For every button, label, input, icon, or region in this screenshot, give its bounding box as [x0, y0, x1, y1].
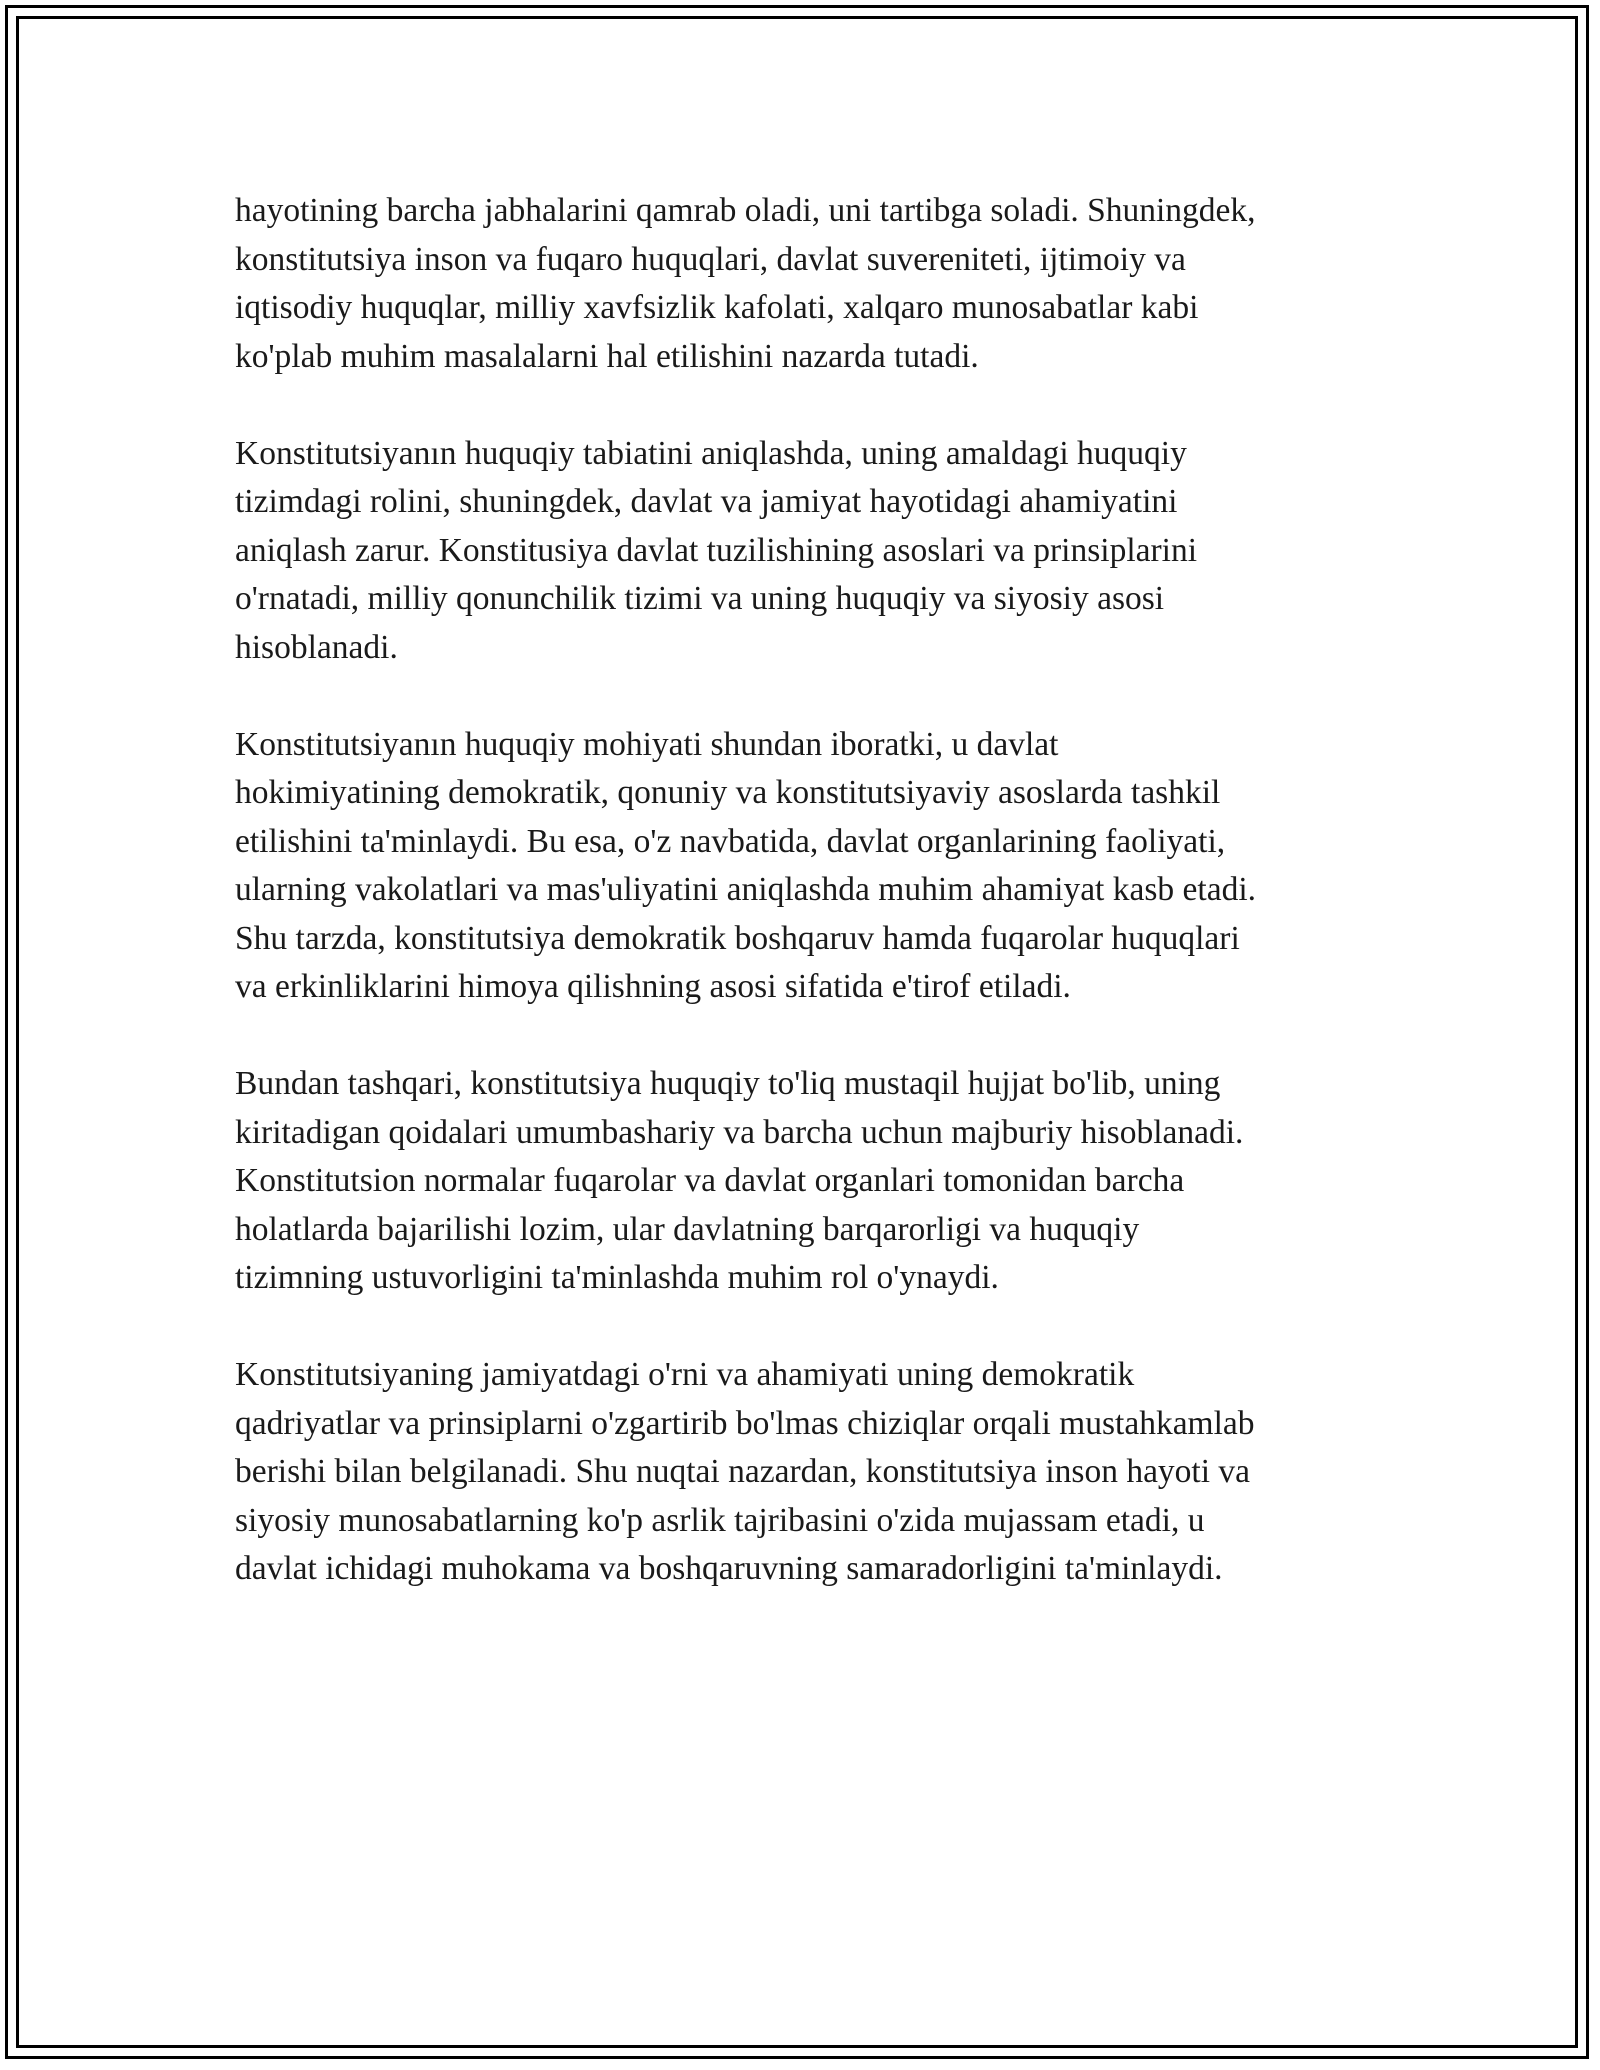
text-line: konstitutsiya inson va fuqaro huquqlari, davlat suvereniteti, ijtimoiy va	[235, 240, 1186, 278]
paragraph-3	[235, 721, 1370, 1012]
text-line: Konstitutsiyanın huquqiy tabiatini aniqlashda, uning amaldagi huquqiy	[235, 434, 1187, 472]
text-line: va erkinliklarini himoya qilishning asosi sifatida e'tirof etiladi.	[235, 968, 1071, 1005]
paragraph-5	[235, 1351, 1370, 1594]
text-line: Konstitutsiyaning jamiyatdagi o'rni va ahamiyati uning demokratik	[235, 1356, 1135, 1393]
paragraph-2	[235, 430, 1370, 673]
text-line: kiritadigan qoidalari umumbashariy va barcha uchun majburiy hisoblanadi.	[235, 1113, 1244, 1151]
text-line: etilishini ta'minlaydi. Bu esa, o'z navbatida, davlat organlarining faoliyati,	[235, 822, 1226, 860]
text-line: Konstitutsion normalar fuqarolar va davlat organlari tomonidan barcha	[235, 1162, 1185, 1199]
text-line: Shu tarzda, konstitutsiya demokratik boshqaruv hamda fuqarolar huquqlari	[235, 919, 1240, 957]
text-line: Konstitutsiyanın huquqiy mohiyati shundan iboratki, u davlat	[235, 725, 1059, 763]
text-line: ularning vakolatlari va mas'uliyatini aniqlashda muhim ahamiyat kasb etadi.	[235, 871, 1256, 908]
text-line: holatlarda bajarilishi lozim, ular davlatning barqarorligi va huquqiy	[235, 1210, 1140, 1248]
text-line: davlat ichidagi muhokama va boshqaruvning samaradorligini ta'minlaydi.	[235, 1550, 1223, 1587]
text-line: aniqlash zarur. Konstitusiya davlat tuzilishining asoslari va prinsiplarini	[235, 531, 1198, 569]
text-line: hokimiyatining demokratik, qonuniy va konstitutsiyaviy asoslarda tashkil	[235, 774, 1221, 811]
text-line: berishi bilan belgilanadi. Shu nuqtai nazardan, konstitutsiya inson hayoti va	[235, 1453, 1251, 1490]
text-line: o'rnatadi, milliy qonunchilik tizimi va uning huquqiy va siyosiy asosi	[235, 580, 1165, 617]
text-line: tizimdagi rolini, shuningdek, davlat va jamiyat hayotidagi ahamiyatini	[235, 483, 1178, 520]
text-line: hisoblanadi.	[235, 628, 398, 666]
paragraph-1	[235, 187, 1370, 381]
text-line: Bundan tashqari, konstitutsiya huquqiy to'liq mustaqil hujjat bo'lib, uning	[235, 1065, 1221, 1102]
text-line: qadriyatlar va prinsiplarni o'zgartirib bo'lmas chiziqlar orqali mustahkamlab	[235, 1404, 1255, 1442]
document-body	[235, 187, 1370, 1642]
text-line: siyosiy munosabatlarning ko'p asrlik tajribasini o'zida mujassam etadi, u	[235, 1501, 1205, 1539]
text-line: tizimning ustuvorligini ta'minlashda muhim rol o'ynaydi.	[235, 1259, 999, 1296]
text-line: ko'plab muhim masalalarni hal etilishini nazarda tutadi.	[235, 337, 979, 375]
paragraph-4	[235, 1060, 1370, 1303]
text-line: iqtisodiy huquqlar, milliy xavfsizlik kafolati, xalqaro munosabatlar kabi	[235, 289, 1199, 326]
text-line: hayotining barcha jabhalarini qamrab oladi, uni tartibga soladi. Shuningdek,	[235, 192, 1256, 229]
